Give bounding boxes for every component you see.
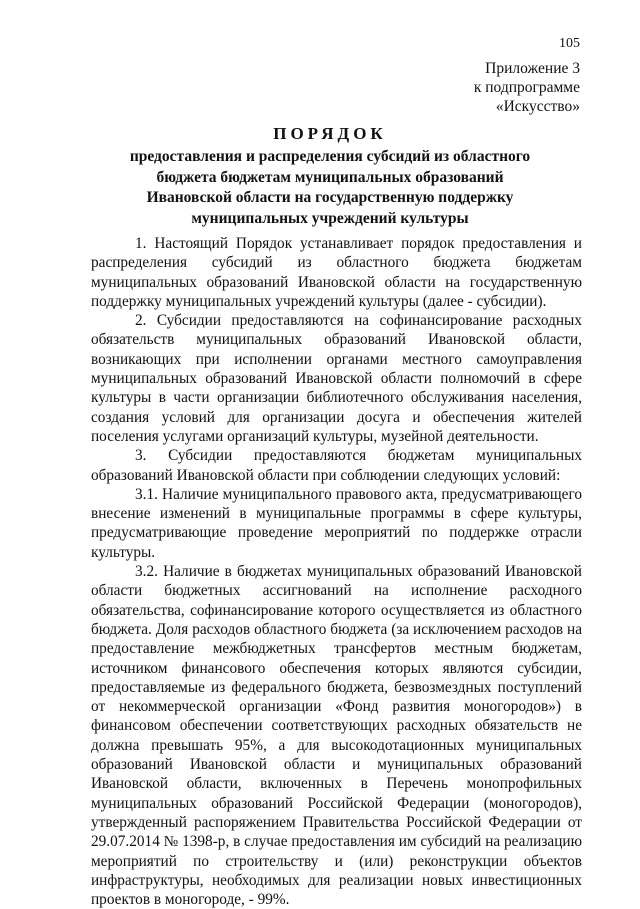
appendix-line-3: «Искусство» — [495, 98, 580, 115]
appendix-line-2: к подпрограмме — [473, 79, 580, 96]
paragraph-3-1: 3.1. Наличие муниципального правового акта, предусматривающего внесение изменений в муниципальные программы в сфере культуры, предусматривающие проведение мероприятий по поддержке отрасли культуры. — [91, 485, 582, 561]
document-title: ПОРЯДОК — [273, 124, 387, 143]
subtitle-line-1: предоставления и распределения субсидий из областного — [129, 148, 531, 165]
appendix-reference — [474, 59, 580, 116]
document-body — [91, 234, 582, 909]
subtitle-line-3: Ивановской области на государственную поддержку — [146, 189, 514, 206]
paragraph-2: 2. Субсидии предоставляются на софинансирование расходных обязательств муниципальных образований Ивановской области, возникающих при исполнении органами местного самоуправления муниципальных образований Ивановской области полномочий в сфере культуры в части организации библиотечного обслуживания населения, создания условий для организации досуга и обеспечения жителей поселения услугами организаций культуры, музейной деятельности. — [91, 312, 582, 445]
paragraph-3: 3. Субсидии предоставляются бюджетам муниципальных образований Ивановской области при соблюдении следующих условий: — [91, 447, 582, 484]
subtitle-line-4: муниципальных учреждений культуры — [191, 209, 469, 227]
appendix-line-1: Приложение 3 — [485, 60, 580, 77]
paragraph-3-2: 3.2. Наличие в бюджетах муниципальных образований Ивановской области бюджетных ассигнований на исполнение расходного обязательства, софинансирование которого осуществляется из областного бюджета. Доля расходов областного бюджета (за исключением расходов на предоставление межбюджетных трансфертов местным бюджетам, источником финансового обеспечения которых являются субсидии, предоставляемые из федерального бюджета, безвозмездных поступлений от некоммерческой организации «Фонд развития моногородов») в финансовом обеспечении соответствующих расходных обязательств не должна превышать 95%, а для высокодотационных муниципальных образований Ивановской области и муниципальных образований Ивановской области, включенных в Перечень монопрофильных муниципальных образований Российской Федерации (моногородов), утвержденный распоряжением Правительства Российской Федерации от 29.07.2014 № 1398-р, в случае предоставления им субсидий на реализацию мероприятий по строительству и (или) реконструкции объектов инфраструктуры, необходимых для реализации новых инвестиционных проектов в моногороде, - 99%. — [91, 563, 582, 909]
page-number: 105 — [559, 36, 580, 51]
subtitle-line-2: бюджета бюджетам муниципальных образований — [156, 168, 504, 186]
document-heading — [80, 123, 580, 229]
paragraph-1: 1. Настоящий Порядок устанавливает порядок предоставления и распределения субсидий из областного бюджета бюджетам муниципальных образований Ивановской области на государственную поддержку муниципальных учреждений культуры (далее - субсидии). — [91, 235, 582, 310]
